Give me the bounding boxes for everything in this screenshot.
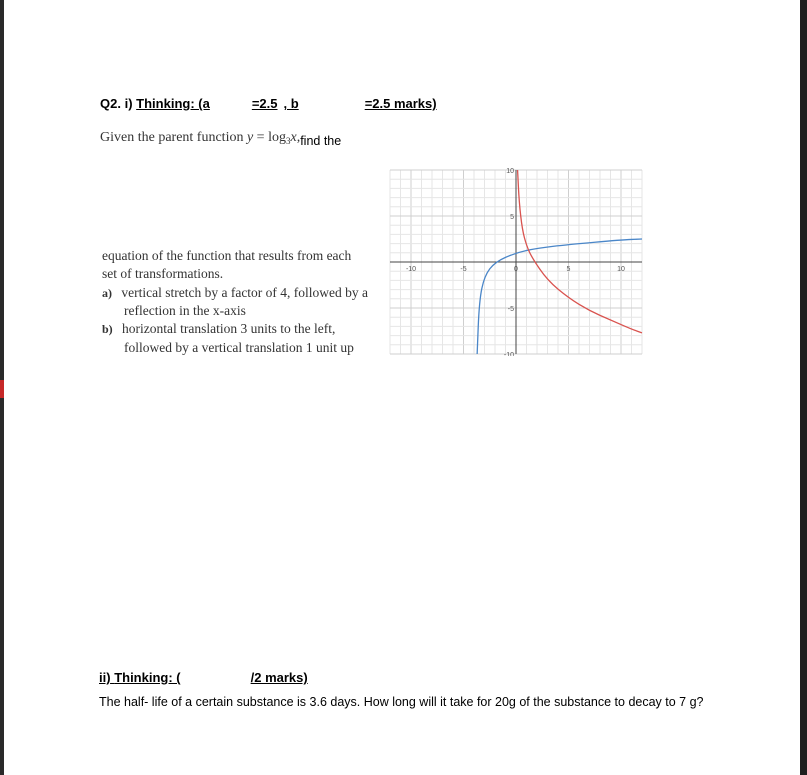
find-the: find the: [300, 134, 342, 148]
frame-edge-mark: [0, 380, 4, 398]
item-a-line2: reflection in the x-axis: [124, 303, 246, 318]
y-tick-label: 10: [506, 168, 514, 175]
question-number: Q2.: [100, 96, 121, 111]
q2ii-heading: [99, 670, 308, 685]
log-base: 3: [285, 136, 291, 146]
q2ii-thinking: Thinking: (: [114, 670, 181, 685]
x-tick-label: 10: [617, 266, 625, 273]
y-tick-label: 5: [510, 214, 514, 221]
given-comma: ,: [296, 130, 301, 145]
b-label: , b: [283, 96, 299, 111]
given-lead: Given the parent function: [100, 130, 247, 145]
instruction-line-1: equation of the function that results from each: [102, 248, 352, 263]
blue-curve: [477, 239, 642, 354]
item-a: [102, 285, 368, 301]
var-x: x: [290, 130, 297, 145]
y-tick-label: -5: [507, 306, 514, 313]
log-graph: [388, 168, 644, 356]
x-tick-label: -10: [405, 266, 417, 273]
q2-heading: [100, 96, 437, 111]
item-b-line2: followed by a vertical translation 1 unit up: [124, 340, 354, 355]
q2ii-marks-line: [99, 670, 308, 685]
y-tick-label: -10: [503, 352, 514, 356]
given-statement: [100, 130, 341, 148]
given-equals: = log: [253, 130, 286, 145]
x-tick-label: 5: [566, 266, 571, 273]
item-b-label: b): [102, 322, 113, 336]
item-a-label: a): [102, 286, 112, 300]
a-marks: =2.5: [251, 96, 278, 111]
question-part: i): [124, 96, 133, 111]
item-a-line1: vertical stretch by a factor of 4, followed by a: [121, 285, 369, 300]
x-tick-label: -5: [460, 266, 467, 273]
q2ii-part: ii): [99, 670, 111, 685]
page-frame-right: [800, 0, 807, 775]
marks-line: [136, 96, 436, 111]
x-tick-label: 0: [514, 266, 518, 273]
var-y: y: [246, 130, 254, 145]
b-marks: =2.5 marks): [364, 96, 437, 111]
instruction-line-2: set of transformations.: [102, 266, 224, 281]
q2ii-question: The half- life of a certain substance is 3.6 days. How long will it take for 20g of the substance to decay to 7 g?: [99, 695, 704, 709]
q2ii-marks: /2 marks): [250, 670, 308, 685]
item-b: [102, 321, 335, 337]
item-b-line1: horizontal translation 3 units to the left,: [122, 321, 336, 336]
thinking-a-label: Thinking: (a: [136, 96, 210, 111]
